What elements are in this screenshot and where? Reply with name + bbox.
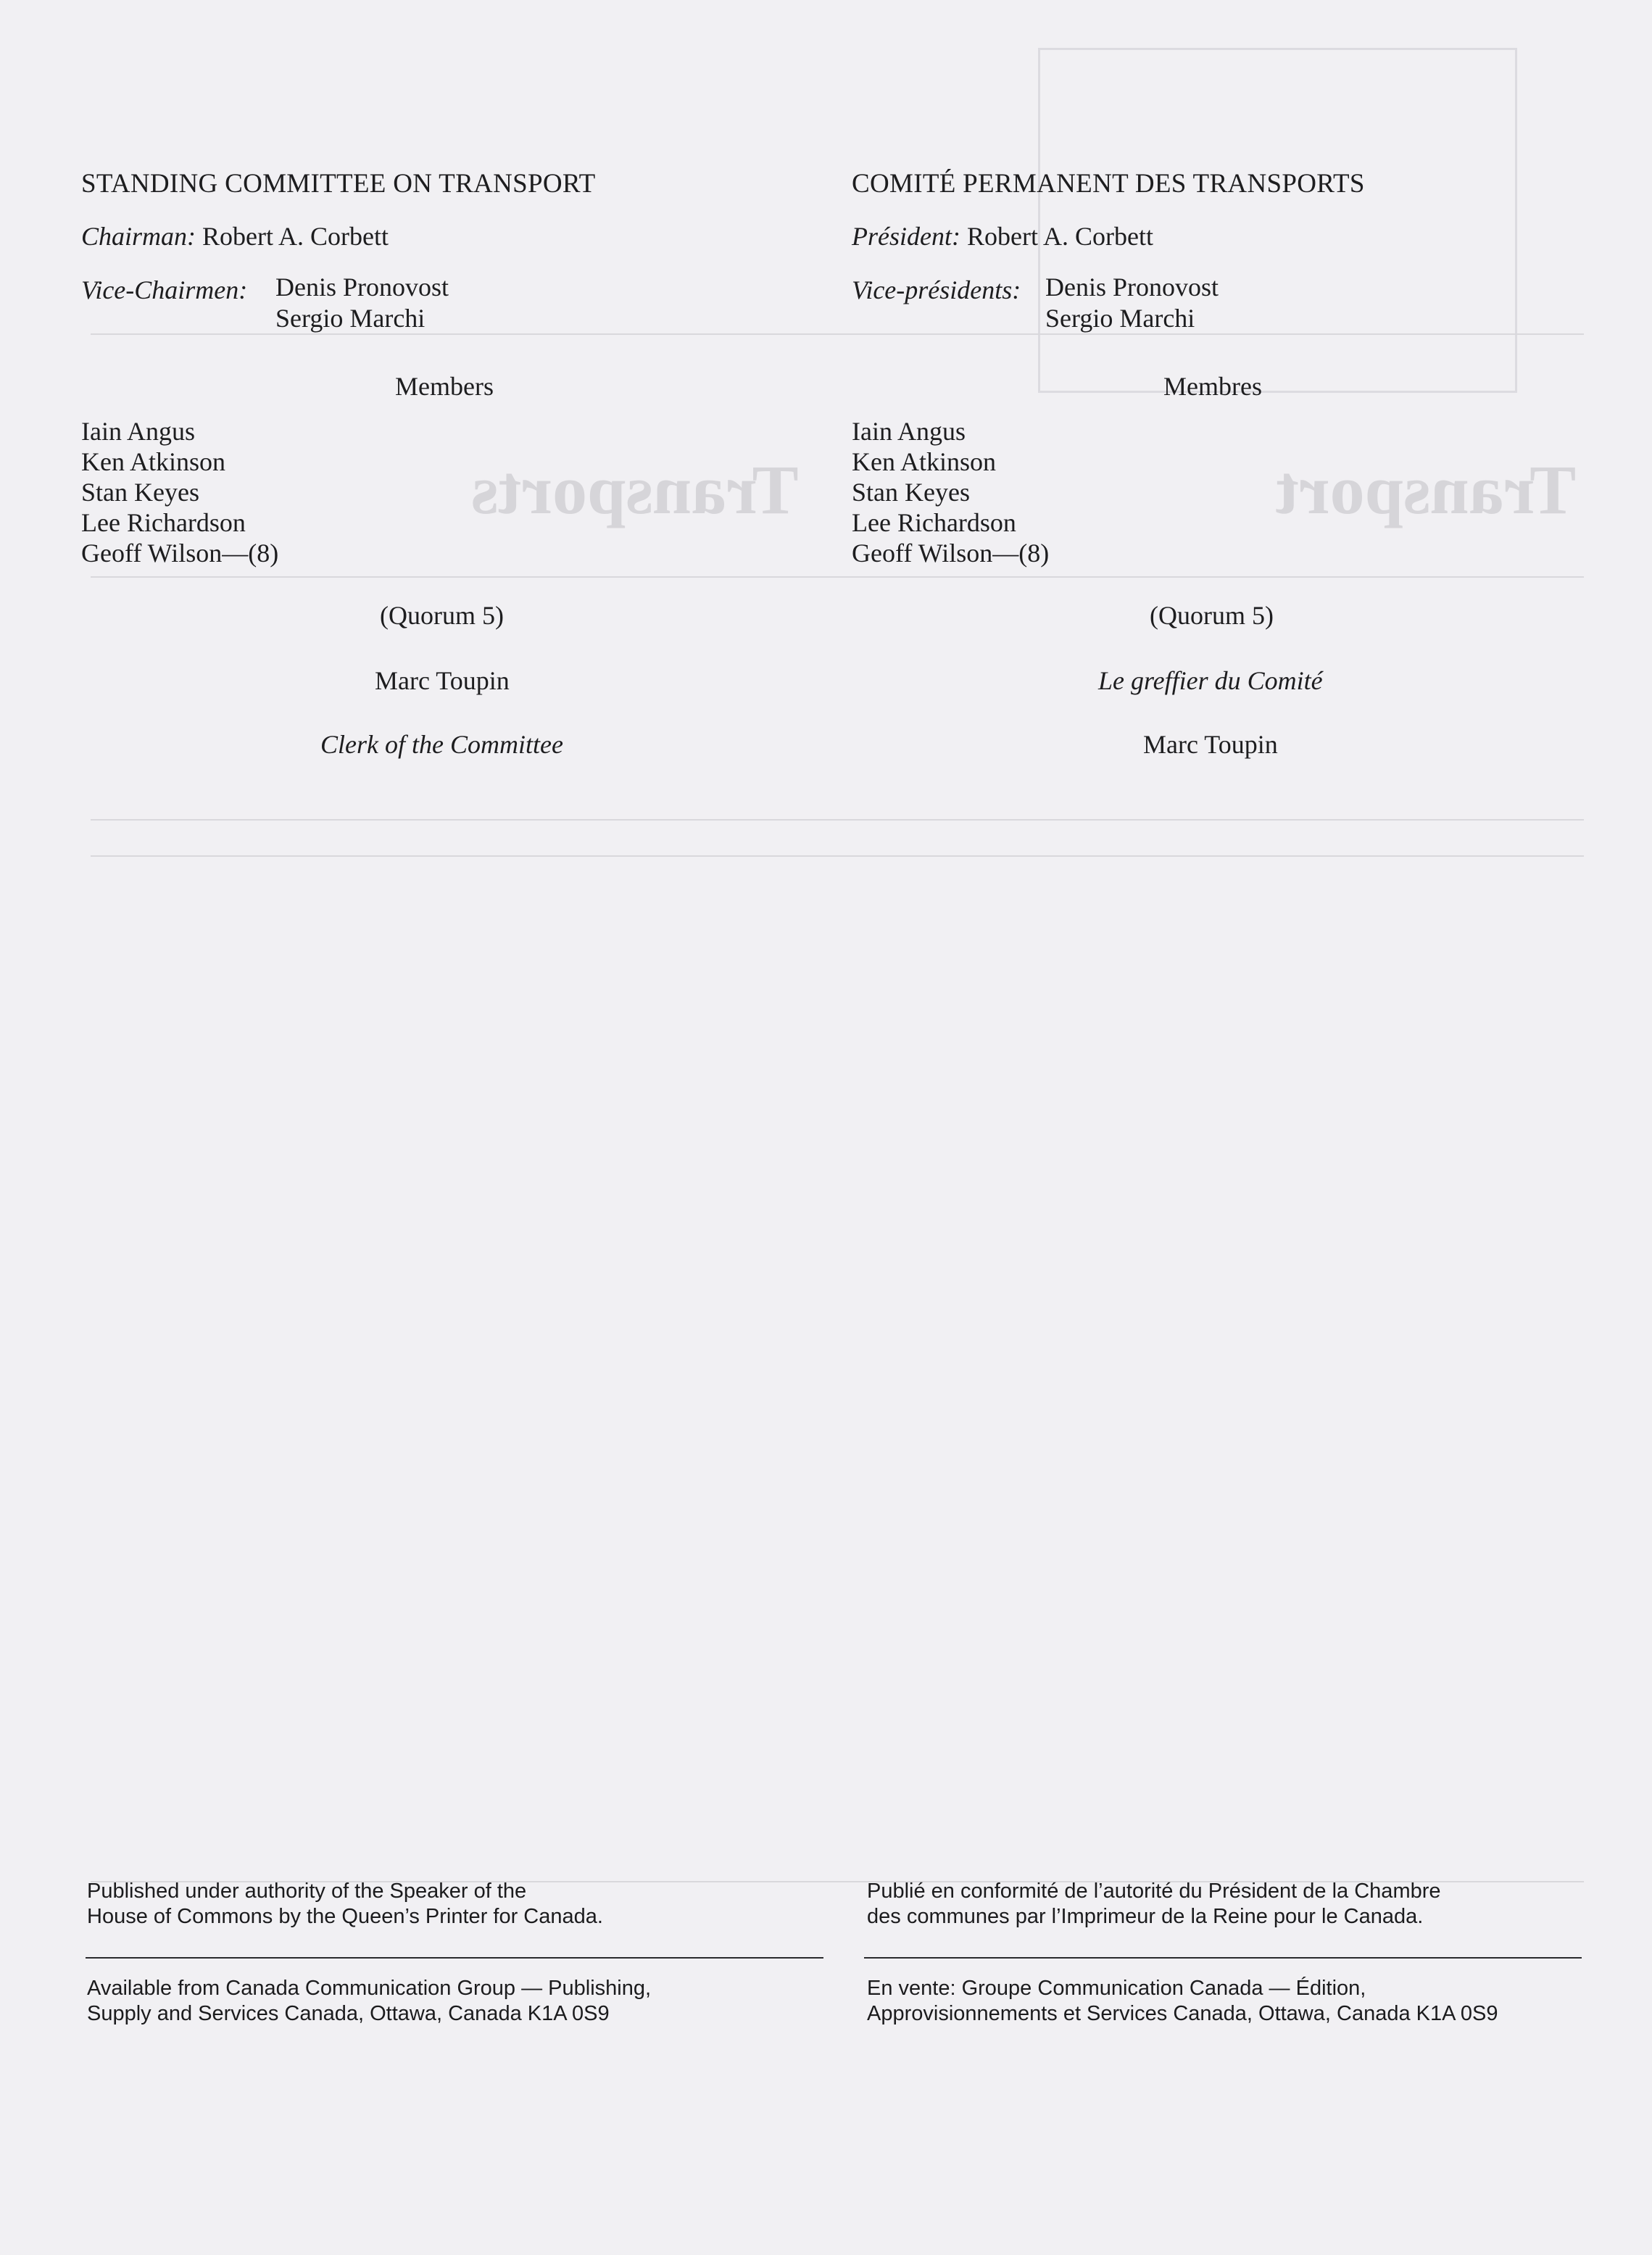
president-line xyxy=(852,221,1153,252)
vice-chair-name: Sergio Marchi xyxy=(275,304,426,333)
footer-divider-left xyxy=(86,1957,823,1959)
footer-divider-right xyxy=(864,1957,1582,1959)
reverse-bleed-transport-right: Transport xyxy=(1276,451,1577,528)
reverse-bleed-rule-2 xyxy=(91,576,1584,578)
president-label: Président: xyxy=(852,222,960,251)
published-line: Published under authority of the Speaker of the xyxy=(87,1880,527,1903)
vice-presidents-label: Vice-présidents: xyxy=(852,275,1021,304)
vice-president-name: Denis Pronovost xyxy=(1045,273,1219,302)
availability-line: Approvisionnements et Services Canada, Ottawa, Canada K1A 0S9 xyxy=(867,2002,1498,2025)
member-name: Lee Richardson xyxy=(852,508,1016,537)
clerk-title: Clerk of the Committee xyxy=(320,730,563,759)
member-name: Geoff Wilson—(8) xyxy=(852,539,1050,568)
quorum: (Quorum 5) xyxy=(1150,601,1274,630)
published-notice-en xyxy=(87,1879,603,1930)
mail-poste-stamp-bleed xyxy=(1038,48,1517,393)
published-line: des communes par l’Imprimeur de la Reine pour le Canada. xyxy=(867,1905,1424,1928)
member-name: Iain Angus xyxy=(81,417,195,446)
availability-notice-fr xyxy=(867,1976,1498,2027)
member-name: Ken Atkinson xyxy=(81,447,226,476)
reverse-bleed-rule-4 xyxy=(91,855,1584,857)
availability-line: En vente: Groupe Communication Canada — Édition, xyxy=(867,1977,1366,2000)
membres-list xyxy=(852,416,1049,568)
committee-heading-en: STANDING COMMITTEE ON TRANSPORT xyxy=(81,169,596,199)
committee-heading-fr: COMITÉ PERMANENT DES TRANSPORTS xyxy=(852,169,1365,199)
vice-presidents-names xyxy=(1045,272,1219,334)
clerk-name: Marc Toupin xyxy=(1143,730,1278,759)
vice-chairmen-line xyxy=(81,273,449,333)
chairman-line xyxy=(81,221,389,252)
member-name: Lee Richardson xyxy=(81,508,246,537)
members-list xyxy=(81,416,278,568)
member-name: Stan Keyes xyxy=(81,478,199,507)
member-name: Stan Keyes xyxy=(852,478,970,507)
clerk-title: Le greffier du Comité xyxy=(1098,666,1323,695)
chairman-label: Chairman: xyxy=(81,222,196,251)
vice-chairmen-names xyxy=(275,272,449,334)
clerk-name: Marc Toupin xyxy=(375,666,510,695)
members-title: Members xyxy=(395,372,494,401)
president-name: Robert A. Corbett xyxy=(966,222,1153,251)
vice-chairmen-label: Vice-Chairmen: xyxy=(81,275,248,304)
availability-line: Supply and Services Canada, Ottawa, Canada K1A 0S9 xyxy=(87,2002,610,2025)
published-notice-fr xyxy=(867,1879,1441,1930)
reverse-bleed-rule-3 xyxy=(91,819,1584,821)
member-name: Ken Atkinson xyxy=(852,447,997,476)
quorum: (Quorum 5) xyxy=(380,601,504,630)
member-name: Geoff Wilson—(8) xyxy=(81,539,279,568)
published-line: Publié en conformité de l’autorité du Président de la Chambre xyxy=(867,1880,1441,1903)
reverse-bleed-transport-left: Transports xyxy=(471,451,799,528)
availability-notice-en xyxy=(87,1976,651,2027)
membres-title: Membres xyxy=(1163,372,1262,401)
member-name: Iain Angus xyxy=(852,417,966,446)
chairman-name: Robert A. Corbett xyxy=(202,222,389,251)
vice-chair-name: Denis Pronovost xyxy=(275,273,449,302)
vice-president-name: Sergio Marchi xyxy=(1045,304,1195,333)
published-line: House of Commons by the Queen’s Printer for Canada. xyxy=(87,1905,603,1928)
vice-presidents-line xyxy=(852,273,1219,333)
availability-line: Available from Canada Communication Group — Publishing, xyxy=(87,1977,652,2000)
